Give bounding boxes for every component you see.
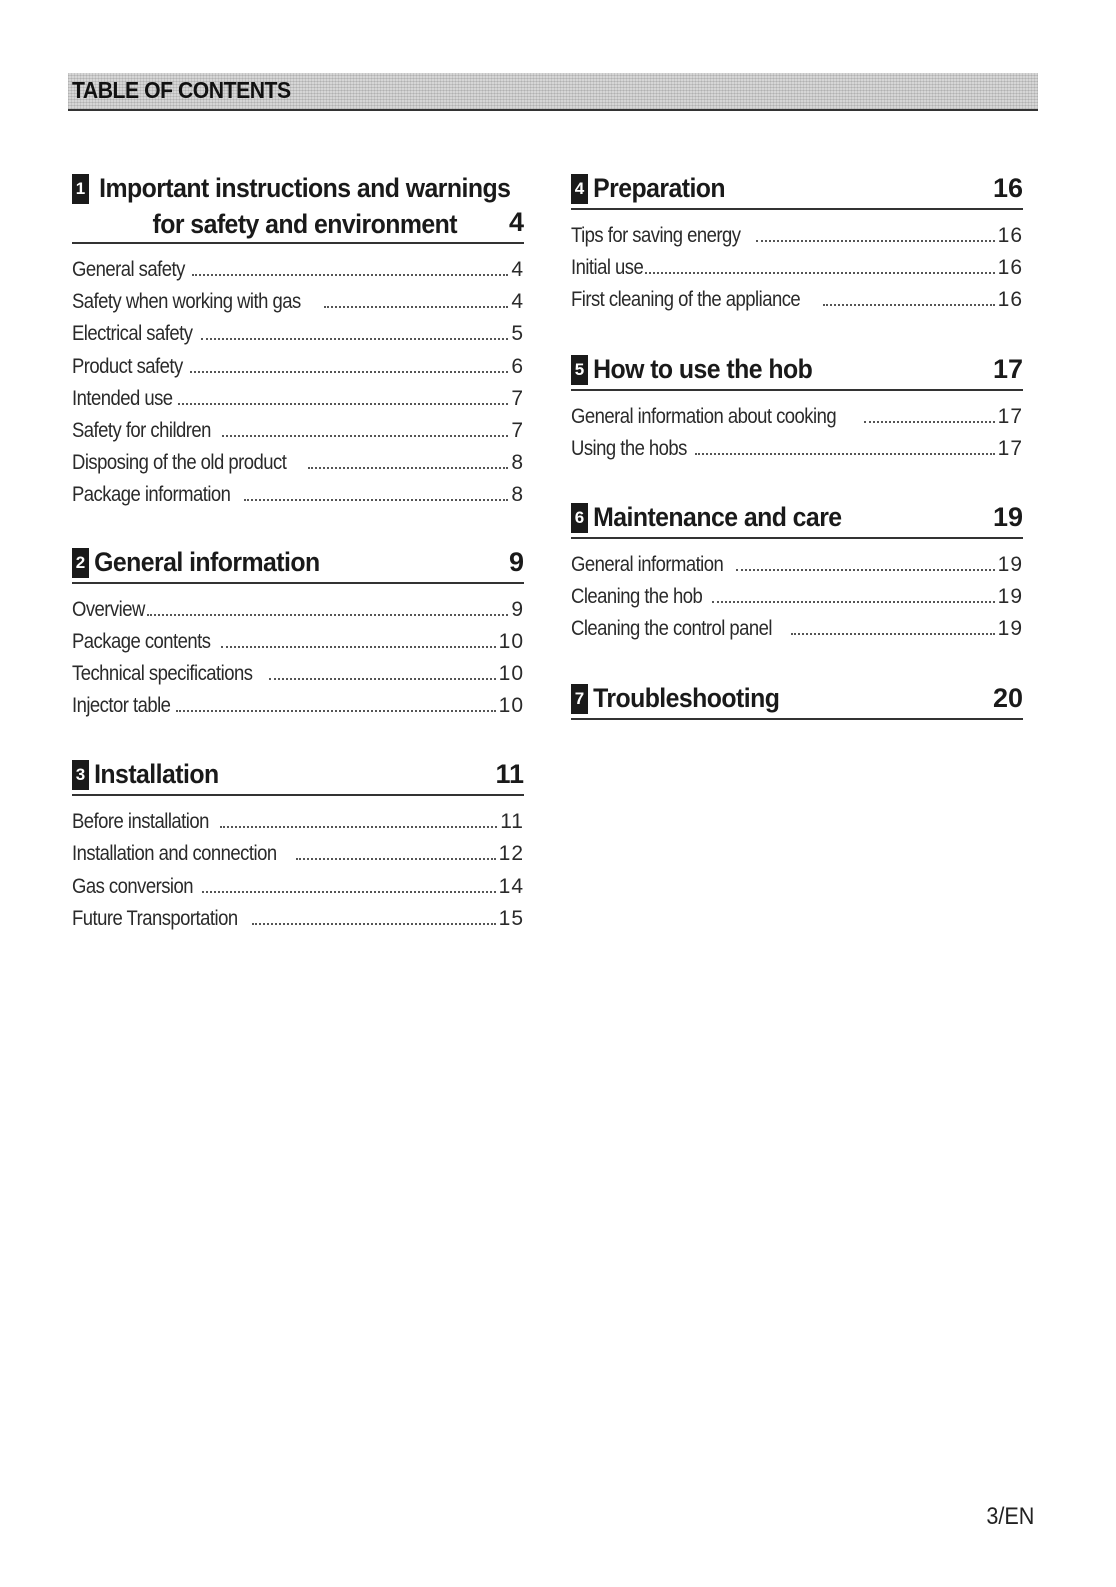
toc-entry-page: 17 [997, 404, 1023, 428]
toc-entry-label: Safety for children [72, 418, 211, 442]
toc-entry[interactable] [571, 224, 1023, 256]
toc-entry-page: 4 [511, 258, 524, 281]
toc-entry-label: Technical specifications [72, 661, 253, 685]
toc-entry-page: 7 [511, 386, 524, 410]
toc-entry-page: 4 [511, 290, 524, 314]
toc-entry-label: General safety [72, 258, 185, 281]
section-page: 9 [508, 546, 524, 577]
toc-entry[interactable] [72, 694, 524, 726]
toc-entry-page: 19 [997, 552, 1023, 576]
toc-entry[interactable] [571, 617, 1023, 649]
toc-entry-page: 7 [511, 418, 524, 442]
toc-entry[interactable] [72, 322, 524, 354]
toc-entry-page: 9 [511, 597, 524, 621]
toc-entry-label: Product safety [72, 354, 183, 378]
toc-entry-label: Installation and connection [72, 842, 277, 866]
toc-entry[interactable] [72, 355, 524, 387]
toc-entry-label: Cleaning the hob [571, 585, 703, 609]
toc-entry-label: Overview [72, 597, 145, 621]
toc-entry[interactable] [571, 256, 1023, 288]
toc-entry-label: Using the hobs [571, 436, 687, 460]
toc-entry-label: General information about cooking [571, 404, 837, 428]
toc-header-title: TABLE OF CONTENTS [72, 77, 291, 103]
section-page: 4 [508, 207, 524, 237]
section-title: General information [94, 546, 320, 577]
toc-entry[interactable] [72, 598, 524, 630]
toc-entry[interactable] [72, 662, 524, 694]
dot-leader [823, 304, 994, 306]
toc-entry-label: Cleaning the control panel [571, 617, 772, 641]
toc-section-6 [571, 499, 1023, 650]
section-title: Maintenance and care [593, 501, 842, 532]
dot-leader [252, 923, 495, 925]
toc-section-3 [72, 756, 524, 939]
toc-entry-page: 10 [498, 661, 524, 685]
section-number-badge: 3 [72, 760, 89, 790]
dot-leader [222, 435, 508, 437]
section-number-badge: 6 [571, 503, 588, 533]
section-number-badge: 5 [571, 355, 588, 385]
toc-entry-label: Disposing of the old product [72, 451, 287, 475]
section-heading[interactable] [571, 351, 1023, 391]
toc-entry-page: 14 [498, 874, 524, 898]
section-number-badge: 1 [72, 174, 89, 204]
section-heading[interactable] [72, 756, 524, 796]
section-heading[interactable] [72, 544, 524, 584]
section-title: Troubleshooting [593, 682, 780, 713]
dot-leader [201, 338, 508, 340]
dot-leader [736, 569, 995, 571]
toc-entry[interactable] [72, 451, 524, 483]
dot-leader [712, 601, 994, 603]
section-page: 19 [992, 501, 1023, 532]
toc-entry[interactable] [72, 810, 524, 842]
toc-entry[interactable] [571, 405, 1023, 437]
dot-leader [296, 858, 495, 860]
section-page: 16 [992, 173, 1023, 203]
toc-entry-page: 8 [511, 483, 524, 507]
dot-leader [695, 453, 995, 455]
dot-leader [791, 633, 994, 635]
toc-entry[interactable] [571, 288, 1023, 320]
dot-leader [269, 678, 496, 680]
toc-entry[interactable] [72, 630, 524, 662]
toc-entry-label: Electrical safety [72, 322, 193, 346]
toc-entry-page: 19 [997, 585, 1023, 609]
section-page: 11 [495, 759, 524, 790]
toc-entry[interactable] [72, 290, 524, 322]
toc-entry-page: 16 [997, 288, 1023, 312]
dot-leader [244, 499, 508, 501]
toc-section-5 [571, 351, 1023, 469]
section-number-badge: 7 [571, 684, 588, 714]
dot-leader [308, 467, 509, 469]
toc-entry-page: 15 [498, 906, 524, 930]
toc-entry-page: 16 [997, 256, 1023, 280]
toc-entry-label: Package information [72, 483, 231, 507]
dot-leader [756, 240, 995, 242]
dot-leader [192, 274, 508, 276]
dot-leader [324, 306, 508, 308]
dot-leader [178, 403, 508, 405]
toc-entry-page: 11 [500, 810, 524, 834]
dot-leader [221, 646, 495, 648]
dot-leader [220, 826, 498, 828]
toc-entry-label: Future Transportation [72, 906, 238, 930]
section-page: 20 [992, 682, 1023, 713]
toc-section-1 [72, 170, 524, 516]
section-title: How to use the hob [593, 353, 813, 384]
toc-entry[interactable] [571, 437, 1023, 469]
section-title: Installation [94, 759, 219, 790]
toc-entry[interactable] [72, 387, 524, 419]
toc-entry-label: Injector table [72, 694, 171, 718]
toc-entry-page: 17 [997, 436, 1023, 460]
toc-entry-label: General information [571, 552, 724, 576]
toc-entry-label: Intended use [72, 386, 173, 410]
section-page: 17 [992, 353, 1023, 384]
section-number-badge: 4 [571, 174, 588, 204]
toc-right-column [571, 170, 1023, 750]
toc-entry-label: Before installation [72, 810, 209, 834]
dot-leader [864, 421, 994, 423]
toc-entry[interactable] [72, 419, 524, 451]
section-heading[interactable] [72, 170, 524, 244]
toc-entry[interactable] [571, 553, 1023, 585]
toc-entry-label: Package contents [72, 629, 211, 653]
dot-leader [176, 710, 496, 712]
dot-leader [190, 371, 508, 373]
toc-entry-label: Initial use [571, 256, 644, 280]
toc-entry[interactable] [72, 907, 524, 939]
page-number: 3/EN [985, 1503, 1034, 1530]
toc-left-column [72, 170, 524, 969]
toc-entry[interactable] [72, 258, 524, 290]
section-heading[interactable] [571, 499, 1023, 539]
toc-entry-page: 8 [511, 451, 524, 475]
toc-entry-label: Tips for saving energy [571, 224, 741, 247]
section-heading[interactable] [571, 170, 1023, 210]
toc-entry-label: Safety when working with gas [72, 290, 301, 314]
toc-entry[interactable] [72, 842, 524, 874]
section-number-badge: 2 [72, 548, 89, 578]
section-title: Important instructions and warnings for safety and environment [99, 173, 511, 239]
toc-entry-page: 6 [511, 354, 524, 378]
section-heading[interactable] [571, 680, 1023, 720]
toc-header-band [68, 73, 1038, 111]
toc-entry[interactable] [72, 875, 524, 907]
dot-leader [147, 614, 509, 616]
toc-entry-page: 16 [997, 224, 1023, 247]
toc-section-2 [72, 544, 524, 727]
toc-entry[interactable] [72, 483, 524, 515]
dot-leader [645, 272, 995, 274]
toc-entry-label: Gas conversion [72, 874, 194, 898]
section-title: Preparation [593, 173, 726, 203]
toc-entry[interactable] [571, 585, 1023, 617]
toc-entry-page: 10 [498, 694, 524, 718]
toc-entry-label: First cleaning of the appliance [571, 288, 801, 312]
toc-entry-page: 5 [511, 322, 524, 346]
dot-leader [202, 891, 496, 893]
toc-entry-page: 10 [498, 629, 524, 653]
toc-entry-page: 19 [997, 617, 1023, 641]
toc-section-7 [571, 680, 1023, 720]
toc-entry-page: 12 [498, 842, 524, 866]
toc-section-4 [571, 170, 1023, 321]
